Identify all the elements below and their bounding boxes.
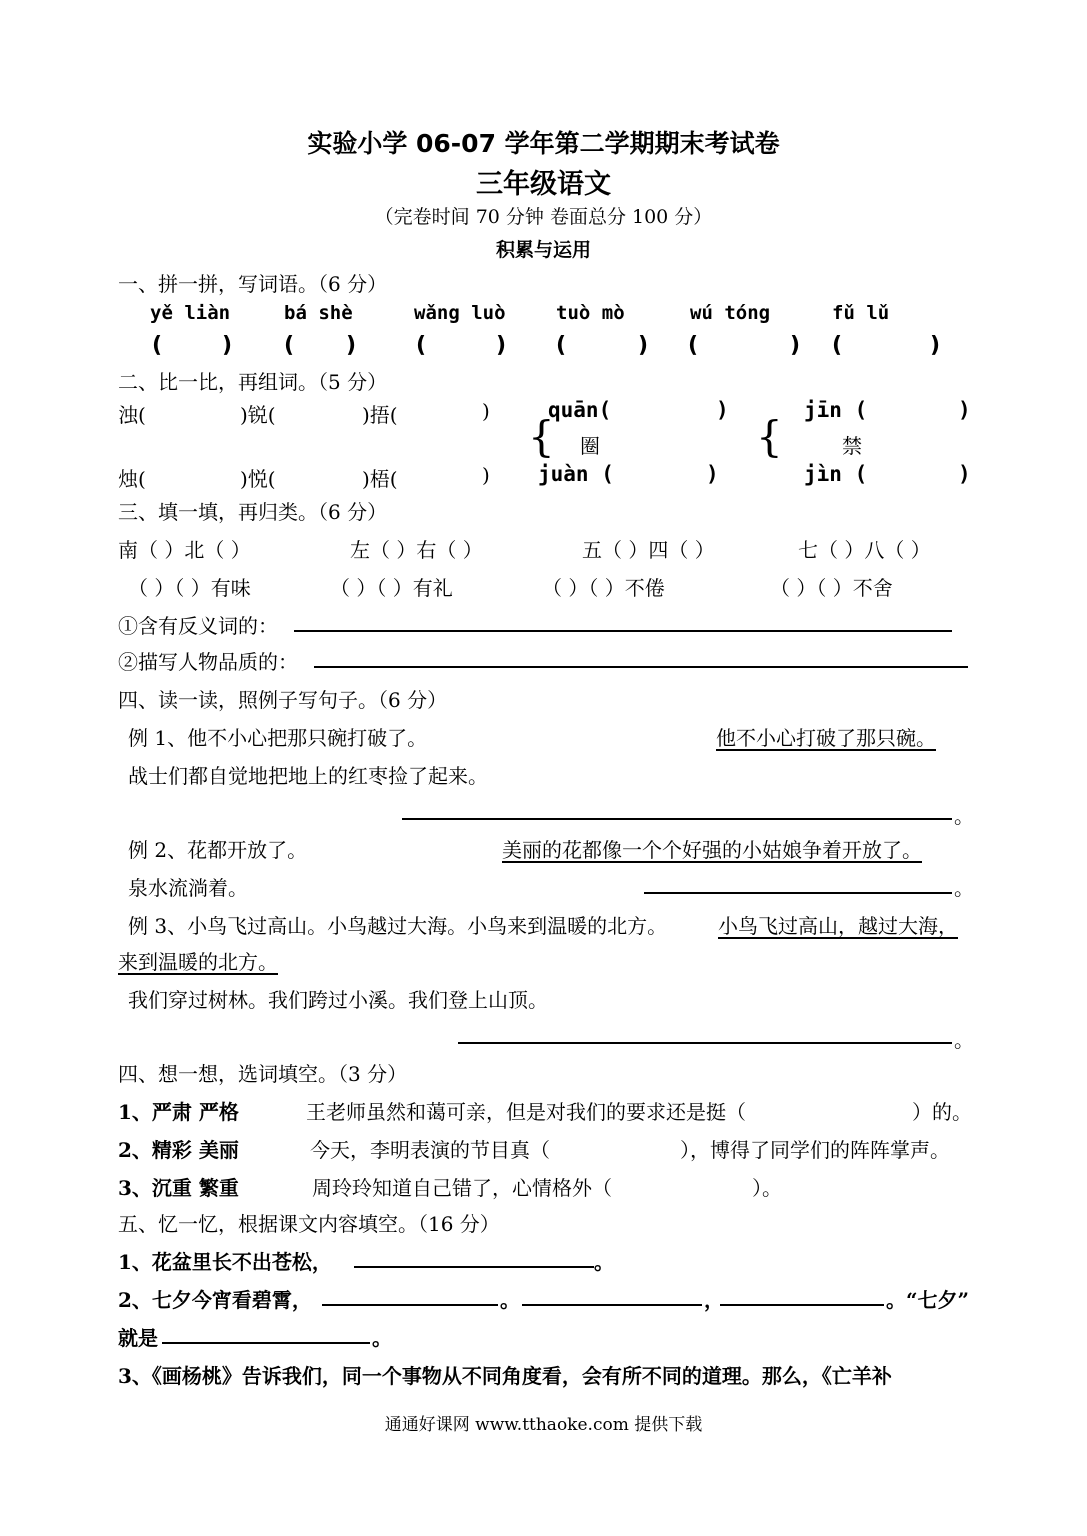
q6-heading: 五、忆一忆，根据课文内容填空。（16 分） <box>118 1212 500 1236</box>
q4-task-3-period: 。 <box>954 1028 974 1052</box>
q1-paren-open-4: ( <box>556 333 567 358</box>
q3-category-2-line[interactable] <box>314 666 968 668</box>
q4-task-1: 战士们都自觉地把地上的红枣捡了起来。 <box>128 764 488 788</box>
q6-line-2-blank-2[interactable] <box>522 1304 702 1306</box>
section-title: 积累与运用 <box>495 239 591 261</box>
q2-row1-d: ) <box>482 399 490 423</box>
q5-item-1-end: ）的。 <box>912 1100 972 1124</box>
q4-example-3-answer-b: 来到温暖的北方。 <box>118 950 278 974</box>
q6-line-1-end: 。 <box>594 1250 614 1274</box>
q3-category-1-line[interactable] <box>294 630 952 632</box>
q5-item-1-sentence: 王老师虽然和蔼可亲，但是对我们的要求还是挺（ <box>306 1100 746 1124</box>
q1-paren-open-3: ( <box>416 333 427 358</box>
q1-paren-open-2: ( <box>284 333 295 358</box>
q3-row2-c: （ ）（ ）不倦 <box>542 576 665 600</box>
q6-line-4: 3、《画杨桃》告诉我们，同一个事物从不同角度看，会有所不同的道理。那么，《亡羊补 <box>118 1364 892 1388</box>
grade-subject-title: 三年级语文 <box>476 169 611 200</box>
q3-row1-b: 左（ ）右（ ） <box>350 538 483 562</box>
q2-group2-top: jīn ( <box>804 398 868 422</box>
q4-example-3-answer-a: 小鸟飞过高山，越过大海， <box>718 914 958 938</box>
q5-item-2-end: ），博得了同学们的阵阵掌声。 <box>680 1138 950 1162</box>
q4-example-1: 例 1、他不小心把那只碗打破了。 <box>128 726 428 750</box>
q4-example-2-answer: 美丽的花都像一个个好强的小姑娘争着开放了。 <box>502 838 922 862</box>
q2-group1-brace: { <box>528 412 555 461</box>
q2-group2-bottom-close: ) <box>958 462 971 486</box>
q2-group2-brace: { <box>756 412 783 461</box>
q6-line-3: 就是 <box>118 1326 158 1350</box>
q3-heading: 三、填一填，再归类。（6 分） <box>118 500 388 524</box>
q2-row2-c: )梧( <box>362 467 398 491</box>
q1-paren-open-5: ( <box>688 333 699 358</box>
q4-example-2: 例 2、花都开放了。 <box>128 838 308 862</box>
q4-heading: 四、读一读，照例子写句子。（6 分） <box>118 688 448 712</box>
q6-line-2-blank-1[interactable] <box>322 1304 498 1306</box>
q2-group1-char: 圈 <box>580 434 600 458</box>
q5-item-3-words: 3、沉重 繁重 <box>118 1176 239 1200</box>
q2-row2-b: )悦( <box>240 467 276 491</box>
q4-task-1-line[interactable] <box>402 818 952 820</box>
q6-line-3-end: 。 <box>372 1326 392 1350</box>
q3-category-1: ①含有反义词的： <box>118 614 278 638</box>
q5-item-2-sentence: 今天，李明表演的节目真（ <box>310 1138 550 1162</box>
q2-group1-bottom-close: ) <box>706 462 719 486</box>
q1-heading: 一、拼一拼，写词语。（6 分） <box>118 272 388 296</box>
q5-item-1-words: 1、严肃 严格 <box>118 1100 239 1124</box>
q3-row2-a: （ ）（ ）有味 <box>128 576 251 600</box>
q1-pinyin-3: wǎng luò <box>414 302 506 324</box>
page-title: 实验小学 06-07 学年第二学期期末考试卷 <box>307 129 780 158</box>
q2-group1-top-close: ) <box>716 398 729 422</box>
q1-paren-close-2: ) <box>346 333 357 358</box>
q1-pinyin-6: fǔ lǔ <box>832 302 890 324</box>
q1-paren-close-6: ) <box>930 333 941 358</box>
q4-example-1-answer: 他不小心打破了那只碗。 <box>716 726 936 750</box>
q3-row1-d: 七（ ）八（ ） <box>798 538 931 562</box>
q1-paren-close-1: ) <box>222 333 233 358</box>
q6-line-2-mid-1: 。 <box>500 1288 520 1312</box>
q1-paren-open-1: ( <box>152 333 163 358</box>
q5-heading: 四、想一想，选词填空。（3 分） <box>118 1062 408 1086</box>
q2-group2-char: 禁 <box>842 434 862 458</box>
q4-task-2: 泉水流淌着。 <box>128 876 248 900</box>
q2-row2-a: 烛( <box>118 467 146 491</box>
q3-row2-b: （ ）（ ）有礼 <box>330 576 453 600</box>
q5-item-3-end: ）。 <box>752 1176 782 1200</box>
q2-group1-top: quān( <box>548 398 612 422</box>
q2-row1-a: 浊( <box>118 403 146 427</box>
q1-pinyin-5: wú tóng <box>690 302 771 324</box>
q6-line-2: 2、七夕今宵看碧霄， <box>118 1288 312 1312</box>
q6-line-2-end: 。“七夕” <box>886 1288 970 1312</box>
q3-row1-a: 南（ ）北（ ） <box>118 538 251 562</box>
q2-heading: 二、比一比，再组词。（5 分） <box>118 370 388 394</box>
q2-row2-d: ) <box>482 463 490 487</box>
q4-task-3-line[interactable] <box>458 1042 952 1044</box>
q4-task-3: 我们穿过树林。我们跨过小溪。我们登上山顶。 <box>128 988 548 1012</box>
q1-paren-close-4: ) <box>638 333 649 358</box>
q2-group2-bottom: jìn ( <box>804 462 868 486</box>
time-note: （完卷时间 70 分钟 卷面总分 100 分） <box>374 206 713 228</box>
q2-row1-c: )捂( <box>362 403 398 427</box>
q4-task-1-period: 。 <box>954 804 974 828</box>
q1-pinyin-4: tuò mò <box>556 302 625 324</box>
q1-pinyin-1: yě liàn <box>150 302 231 324</box>
q6-line-1: 1、花盆里长不出苍松， <box>118 1250 332 1274</box>
q2-group2-top-close: ) <box>958 398 971 422</box>
q6-line-2-blank-3[interactable] <box>720 1304 884 1306</box>
q4-task-2-line[interactable] <box>644 892 952 894</box>
q2-group1-bottom: juàn ( <box>538 462 614 486</box>
q3-row2-d: （ ）（ ）不舍 <box>770 576 893 600</box>
q3-row1-c: 五（ ）四（ ） <box>582 538 715 562</box>
q4-example-3: 例 3、小鸟飞过高山。小鸟越过大海。小鸟来到温暖的北方。 <box>128 914 668 938</box>
q1-paren-close-3: ) <box>496 333 507 358</box>
q5-item-3-sentence: 周玲玲知道自己错了，心情格外（ <box>312 1176 612 1200</box>
q2-row1-b: )锐( <box>240 403 276 427</box>
q1-paren-open-6: ( <box>832 333 843 358</box>
q4-task-2-period: 。 <box>954 876 974 900</box>
footer-credit: 通通好课网 www.tthaoke.com 提供下载 <box>384 1415 703 1435</box>
q5-item-2-words: 2、精彩 美丽 <box>118 1138 239 1162</box>
q6-line-1-blank[interactable] <box>354 1266 594 1268</box>
q1-pinyin-2: bá shè <box>284 302 353 324</box>
q3-category-2: ②描写人物品质的： <box>118 650 298 674</box>
q6-line-3-blank[interactable] <box>162 1342 370 1344</box>
q6-line-2-mid-2: ， <box>704 1288 724 1312</box>
q1-paren-close-5: ) <box>790 333 801 358</box>
